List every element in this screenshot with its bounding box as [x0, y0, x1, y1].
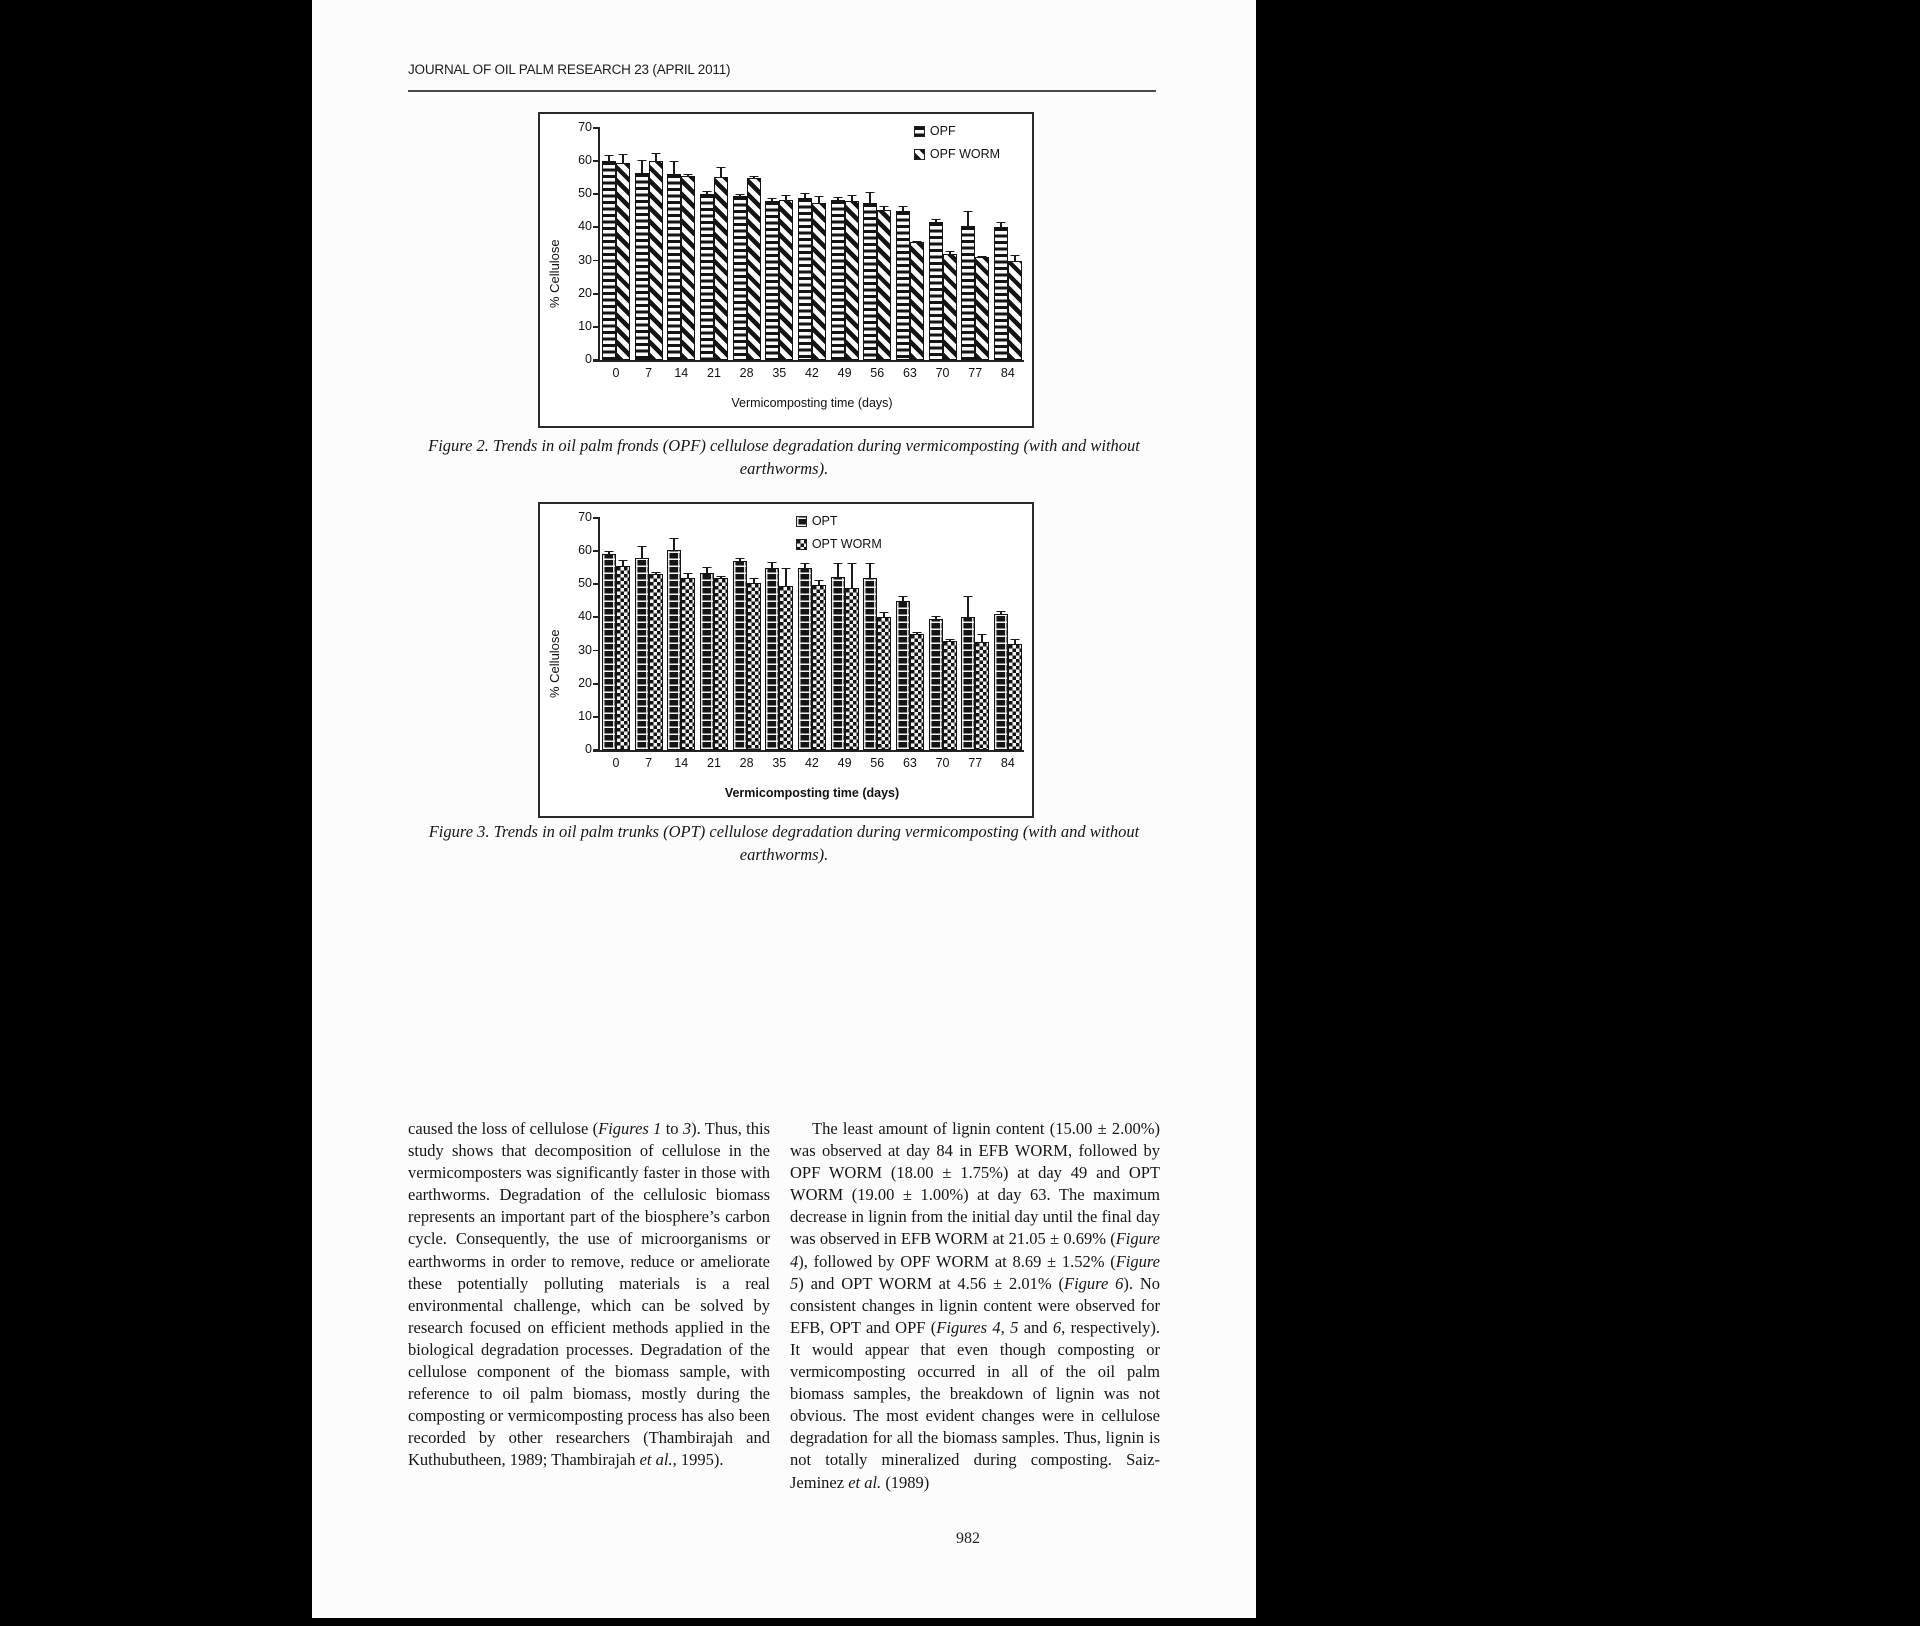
italic-text-run: Figures 4 [936, 1317, 1001, 1337]
error-bar [964, 596, 973, 619]
text-run: ), followed by OPF WORM at 8.69 ± 1.52% ( [798, 1251, 1116, 1271]
bar-opt [831, 577, 845, 750]
bar-group-day-84 [994, 227, 1022, 360]
bar-opf [929, 222, 943, 360]
bar-opf-worm [910, 242, 924, 360]
y-tick-label: 0 [585, 742, 592, 756]
error-bar [716, 167, 725, 178]
bar-opf-worm [616, 163, 630, 360]
italic-text-run: et al. [848, 1472, 882, 1492]
text-run: ). No consistent changes in lignin content were observed for EFB, OPT and OPF ( [790, 1273, 1160, 1337]
bar-group-day-28 [733, 561, 761, 750]
error-bar [782, 568, 791, 587]
italic-text-run: 3 [682, 1119, 692, 1138]
bar-group-day-63 [896, 211, 924, 360]
error-bar [978, 256, 987, 258]
journal-page [312, 0, 1256, 1618]
bar-opt [929, 619, 943, 750]
y-tick-label: 30 [578, 642, 592, 657]
bar-opf [700, 194, 714, 360]
error-bar [768, 562, 777, 568]
page-number: 982 [956, 1530, 980, 1547]
chart-legend [914, 124, 1000, 161]
legend-swatch-hstripe-icon [914, 126, 925, 137]
italic-text-run: Figure 5 [790, 1251, 1160, 1293]
error-bar [978, 634, 987, 644]
error-bar [880, 206, 889, 211]
bar-opt [700, 573, 714, 750]
header-rule [408, 90, 1156, 92]
italic-text-run: 6 [1052, 1317, 1062, 1337]
error-bar [619, 154, 628, 164]
y-tick-label: 40 [578, 219, 592, 234]
bar-opf [831, 200, 845, 360]
bar-group-day-77 [961, 226, 989, 360]
legend-item [914, 124, 1000, 138]
bar-group-day-70 [929, 222, 957, 360]
y-tick-label: 50 [578, 186, 592, 201]
bar-group-day-14 [667, 550, 695, 751]
bar-opt-worm [747, 583, 761, 750]
error-bar [702, 191, 711, 195]
text-run: The least amount of lignin content (15.00 ± 2.00%) was observed at day 84 in EFB WORM, followed by OPF WORM (18.00 ± 1.75%) at day 49 and OPT WORM (19.00 ± 1.00%) at day 63. The maximum decrease in lignin from the initial day until the final day was observed in EFB WORM at 21.05 ± 0.69% ( [790, 1119, 1160, 1249]
bar-opt-worm [779, 586, 793, 750]
legend-item [796, 514, 882, 528]
error-bar [782, 195, 791, 201]
bar-opt [667, 550, 681, 751]
bar-group-day-21 [700, 177, 728, 360]
italic-text-run: 5 [1010, 1317, 1019, 1337]
error-bar [931, 616, 940, 620]
x-tick-label: 28 [739, 756, 754, 770]
y-tick-label: 20 [578, 675, 592, 690]
bar-group-day-42 [798, 198, 826, 360]
italic-text-run: et al. [639, 1450, 673, 1470]
bar-opf [602, 161, 616, 360]
text-run: , 1995). [672, 1450, 724, 1470]
x-tick-label: 84 [1000, 756, 1015, 770]
bar-group-day-42 [798, 568, 826, 750]
bar-opf-worm [779, 200, 793, 360]
x-tick-label: 21 [707, 756, 721, 770]
bar-group-day-35 [765, 200, 793, 360]
bar-opf [961, 226, 975, 360]
bar-opf [798, 198, 812, 360]
x-tick-label: 42 [804, 366, 819, 380]
italic-text-run: Figure 6 [1063, 1273, 1124, 1293]
journal-header: JOURNAL OF OIL PALM RESEARCH 23 (APRIL 2011) [408, 62, 731, 77]
x-tick-label: 70 [935, 366, 950, 380]
bar-opf-worm [714, 177, 728, 360]
chart-legend [796, 514, 882, 551]
x-tick-label: 84 [1000, 366, 1015, 380]
x-tick-label: 14 [674, 756, 689, 770]
x-axis-line [593, 750, 1024, 752]
error-bar [964, 211, 973, 227]
figure3-caption: Figure 3. Trends in oil palm trunks (OPT) cellulose degradation during vermicomposting (with and without earthworms). [428, 822, 1140, 864]
error-bar [605, 155, 614, 163]
error-bar [814, 196, 823, 204]
bar-opt [798, 568, 812, 750]
figure2-bar-chart [538, 112, 1034, 428]
figure3-bar-chart [538, 502, 1034, 818]
error-bar [1010, 255, 1019, 261]
error-bar [716, 576, 725, 578]
bar-opf-worm [877, 210, 891, 360]
bar-group-day-21 [700, 573, 728, 750]
x-tick-label: 49 [837, 756, 852, 770]
bar-group-day-0 [602, 554, 630, 750]
x-tick-label: 63 [902, 756, 917, 770]
x-tick-label: 35 [772, 756, 787, 770]
legend-label: OPF [929, 124, 956, 138]
y-tick-label: 70 [578, 510, 592, 524]
bar-opt-worm [845, 588, 859, 750]
error-bar [684, 573, 693, 579]
text-run: caused the loss of cellulose ( [408, 1119, 599, 1138]
x-tick-label: 49 [837, 366, 852, 380]
x-tick-label: 63 [902, 366, 917, 380]
y-tick-label: 0 [585, 352, 592, 366]
x-tick-label: 56 [870, 756, 885, 770]
error-bar [866, 192, 875, 204]
x-tick-labels [602, 756, 1022, 770]
x-tick-labels [602, 366, 1022, 380]
bar-opt [765, 568, 779, 750]
error-bar [735, 558, 744, 562]
y-axis-title: % Cellulose [547, 629, 562, 699]
error-bar [814, 580, 823, 586]
x-tick-label: 0 [612, 366, 620, 380]
x-tick-label: 70 [935, 756, 950, 770]
error-bar [996, 611, 1005, 615]
bar-opt [733, 561, 747, 750]
y-axis-line [598, 127, 600, 362]
bar-group-day-49 [831, 577, 859, 750]
bar-opt [896, 601, 910, 750]
x-tick-label: 28 [739, 366, 754, 380]
text-run: ) and OPT WORM at 4.56 ± 2.01% ( [798, 1273, 1064, 1293]
legend-label: OPF WORM [929, 147, 1001, 161]
y-tick-label: 60 [578, 153, 592, 168]
error-bar [619, 560, 628, 567]
x-tick-label: 14 [674, 366, 689, 380]
bar-group-day-49 [831, 200, 859, 360]
bar-opt-worm [877, 617, 891, 750]
bar-opf-worm [649, 161, 663, 360]
error-bar [605, 551, 614, 556]
text-run: ). Thus, this study shows that decomposition of cellulose in the vermicomposters was significantly faster in those with earthworms. Degradation of the cellulosic biomass represents an important part of the biosphere’s carbon cycle. Consequently, the use of microorganisms or earthworms in order to remove, reduce or ameliorate these potentially polluting materials is a real environmental challenge, which can be solved by research focused on efficient methods applied in the biological degradation processes. Degradation of the cellulose component of the biomass sample, with reference to oil palm biomass, mostly during the composting or vermicomposting process has also been recorded by other researchers (Thambirajah and Kuthubutheen, 1989; Thambirajah [408, 1119, 771, 1470]
bar-opf-worm [975, 257, 989, 360]
bar-group-day-7 [635, 558, 663, 750]
bar-opt-worm [910, 634, 924, 750]
error-bar [800, 193, 809, 199]
bar-group-day-56 [863, 578, 891, 750]
bar-group-day-7 [635, 161, 663, 360]
italic-text-run: Figure 4 [790, 1229, 1160, 1271]
error-bar [637, 160, 646, 174]
bar-opf [896, 211, 910, 360]
error-bar [735, 194, 744, 197]
bar-opf-worm [747, 178, 761, 360]
text-run: , respectively). It would appear that even though composting or vermicomposting occurred in all of the oil palm biomass samples, the breakdown of lignin was not obvious. The most evident changes were in cellulose degradation for all the biomass samples. Thus, lignin is not totally mineralized during composting. Saiz-Jeminez [790, 1317, 1160, 1492]
bar-opf [765, 201, 779, 360]
error-bar [800, 563, 809, 569]
y-tick-label: 40 [578, 609, 592, 624]
error-bar [702, 567, 711, 574]
y-tick-label: 20 [578, 285, 592, 300]
bar-group-day-77 [961, 617, 989, 750]
bar-opf-worm [681, 176, 695, 360]
bar-opt-worm [649, 574, 663, 750]
error-bar [651, 153, 660, 162]
bar-opf [994, 227, 1008, 360]
error-bar [847, 195, 856, 202]
x-tick-label: 7 [645, 366, 653, 380]
bar-opt-worm [943, 641, 957, 750]
bar-group-day-0 [602, 161, 630, 360]
error-bar [996, 222, 1005, 228]
bar-opt-worm [812, 585, 826, 750]
bars-area [602, 518, 1022, 750]
bar-group-day-70 [929, 619, 957, 750]
bar-group-day-56 [863, 203, 891, 360]
x-tick-label: 7 [645, 756, 653, 770]
x-axis-title: Vermicomposting time (days) [724, 786, 900, 800]
error-bar [866, 563, 875, 579]
y-axis-title: % Cellulose [547, 239, 562, 309]
bars-area [602, 128, 1022, 360]
y-tick-label: 50 [578, 576, 592, 591]
bar-opt-worm [681, 578, 695, 750]
x-axis-title: Vermicomposting time (days) [731, 396, 893, 410]
error-bar [945, 251, 954, 255]
bar-opf [863, 203, 877, 360]
bar-opf-worm [812, 203, 826, 360]
bar-opt [863, 578, 877, 750]
legend-label: OPT [811, 514, 838, 528]
error-bar [670, 538, 679, 551]
bar-opf-worm [1008, 261, 1022, 360]
text-run: and [1018, 1317, 1053, 1337]
bar-group-day-84 [994, 614, 1022, 750]
error-bar [637, 546, 646, 559]
error-bar [931, 219, 940, 223]
x-tick-label: 77 [968, 756, 983, 770]
x-axis-line [593, 360, 1024, 362]
y-axis-line [598, 517, 600, 752]
x-tick-label: 35 [772, 366, 787, 380]
x-tick-label: 0 [612, 756, 620, 770]
error-bar [670, 161, 679, 175]
bar-group-day-35 [765, 568, 793, 750]
body-left-column [408, 1118, 770, 1472]
error-bar [749, 578, 758, 584]
x-tick-label: 21 [707, 366, 721, 380]
bar-opf-worm [943, 254, 957, 360]
bar-group-day-63 [896, 601, 924, 750]
bar-opt [961, 617, 975, 750]
y-tick-label: 10 [578, 708, 592, 723]
bar-opf [635, 173, 649, 360]
legend-swatch-dstripe-icon [914, 149, 925, 160]
error-bar [945, 639, 954, 642]
error-bar [898, 206, 907, 212]
y-tick-label: 70 [578, 120, 592, 134]
bar-group-day-28 [733, 178, 761, 360]
text-run: (1989) [881, 1472, 930, 1492]
error-bar [684, 174, 693, 177]
y-tick-label: 10 [578, 318, 592, 333]
figure2-caption: Figure 2. Trends in oil palm fronds (OPF) cellulose degradation during vermicomposting (with and without earthworms). [428, 436, 1140, 478]
error-bar [847, 563, 856, 589]
error-bar [912, 241, 921, 244]
bar-opt [994, 614, 1008, 750]
bar-opf [733, 196, 747, 360]
legend-item [914, 147, 1000, 161]
legend-swatch-brick-icon [796, 516, 807, 527]
bar-opt-worm [1008, 644, 1022, 750]
error-bar [880, 612, 889, 618]
y-tick-label: 30 [578, 252, 592, 267]
error-bar [651, 572, 660, 576]
legend-swatch-check-icon [796, 539, 807, 550]
bar-opt-worm [616, 566, 630, 750]
text-run: to [661, 1119, 683, 1138]
y-tick-label: 60 [578, 543, 592, 558]
x-tick-label: 77 [968, 366, 983, 380]
error-bar [749, 176, 758, 178]
text-run: , [1000, 1317, 1011, 1337]
bar-opf-worm [845, 201, 859, 360]
legend-item [796, 537, 882, 551]
italic-text-run: Figures 1 [598, 1119, 662, 1138]
error-bar [833, 563, 842, 578]
bar-opt-worm [975, 642, 989, 750]
legend-label: OPT WORM [811, 537, 882, 551]
error-bar [768, 198, 777, 202]
bar-opt [602, 554, 616, 750]
body-right-column [790, 1118, 1160, 1494]
x-tick-label: 42 [804, 756, 819, 770]
bar-opf [667, 174, 681, 360]
error-bar [912, 632, 921, 635]
error-bar [1010, 639, 1019, 645]
x-tick-label: 56 [870, 366, 885, 380]
error-bar [833, 197, 842, 201]
bar-opt [635, 558, 649, 750]
bar-group-day-14 [667, 174, 695, 360]
bar-opt-worm [714, 578, 728, 750]
error-bar [898, 596, 907, 602]
